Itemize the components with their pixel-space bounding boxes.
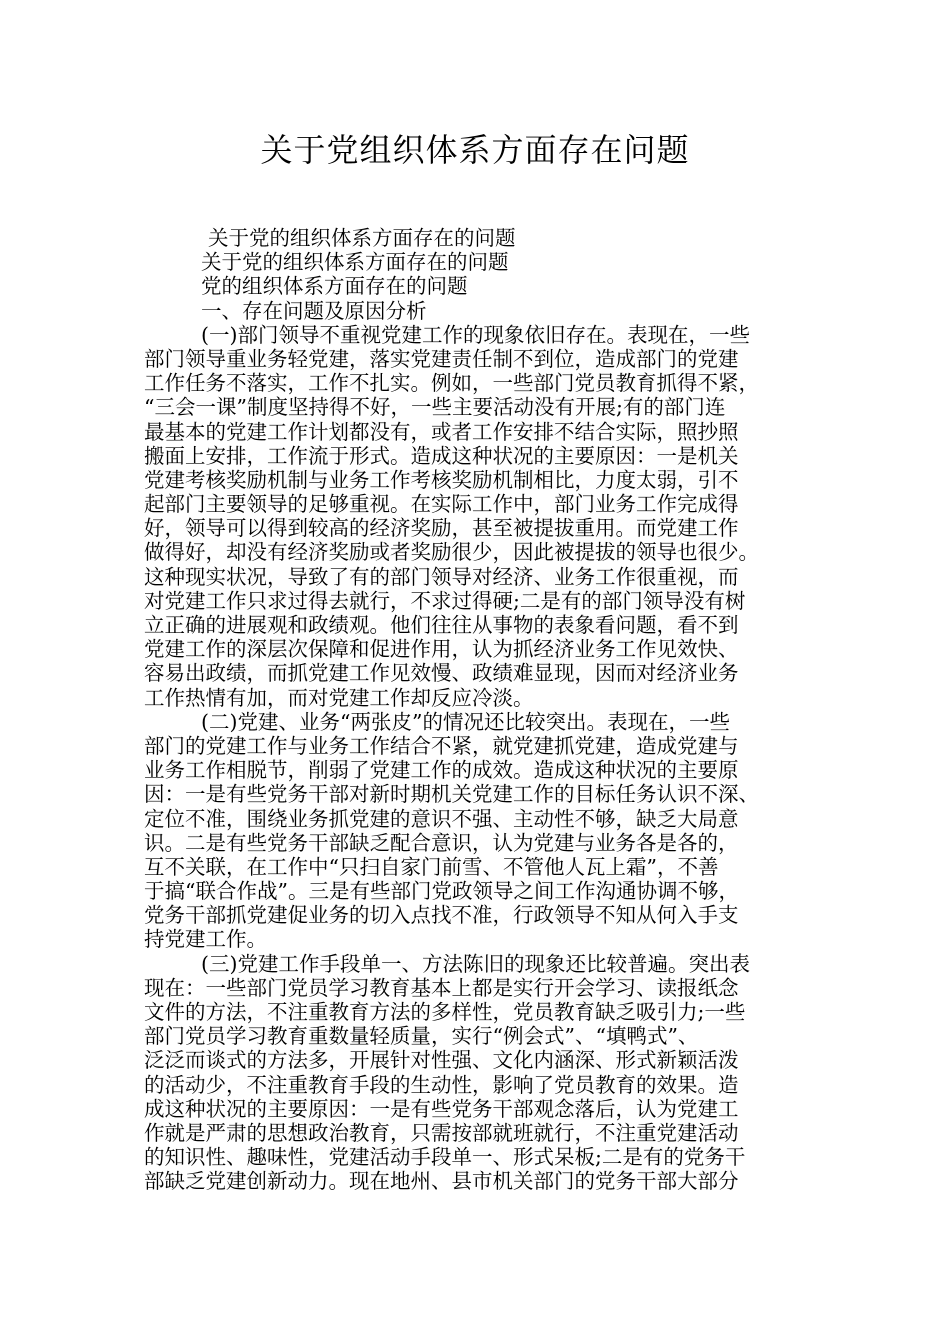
text-line: 泛泛而谈式的方法多，开展针对性强、文化内涵深、形式新颖活泼 xyxy=(144,1048,739,1073)
text-line: 党的组织体系方面存在的问题 xyxy=(201,274,468,299)
document-body xyxy=(144,226,814,1194)
text-line: 最基本的党建工作计划都没有，或者工作安排不结合实际，照抄照 xyxy=(144,419,739,444)
text-line: 工作任务不落实，工作不扎实。例如，一些部门党员教育抓得不紧， xyxy=(144,371,759,396)
text-line: 现在：一些部门党员学习教育基本上都是实行开会学习、读报纸念 xyxy=(144,975,739,1000)
text-line: 一、存在问题及原因分析 xyxy=(201,298,427,323)
text-line: 因：一是有些党务干部对新时期机关党建工作的目标任务认识不深、 xyxy=(144,782,759,807)
text-line: 党务干部抓党建促业务的切入点找不准，行政领导不知从何入手支 xyxy=(144,903,739,928)
text-line: 定位不准，围绕业务抓党建的意识不强、主动性不够，缺乏大局意 xyxy=(144,806,739,831)
text-line: 的知识性、趣味性，党建活动手段单一、形式呆板;二是有的党务干 xyxy=(144,1145,746,1170)
text-line: 容易出政绩，而抓党建工作见效慢、政绩难显现，因而对经济业务 xyxy=(144,661,739,686)
text-line: 持党建工作。 xyxy=(144,927,267,952)
text-line: 互不关联，在工作中“只扫自家门前雪、不管他人瓦上霜”，不善 xyxy=(144,854,719,879)
text-line: 部门的党建工作与业务工作结合不紧，就党建抓党建，造成党建与 xyxy=(144,733,739,758)
text-line: 关于党的组织体系方面存在的问题 xyxy=(208,226,516,250)
text-line: (三)党建工作手段单一、方法陈旧的现象还比较普遍。突出表 xyxy=(201,951,750,976)
text-line: 于搞“联合作战”。三是有些部门党政领导之间工作沟通协调不够， xyxy=(144,879,739,904)
text-line: (二)党建、业务“两张皮”的情况还比较突出。表现在，一些 xyxy=(201,709,730,734)
text-line: (一)部门领导不重视党建工作的现象依旧存在。表现在，一些 xyxy=(201,322,750,347)
text-line: 工作热情有加，而对党建工作却反应冷淡。 xyxy=(144,685,534,710)
text-line: 立正确的进展观和政绩观。他们往往从事物的表象看问题，看不到 xyxy=(144,613,739,637)
text-line: 做得好，却没有经济奖励或者奖励很少，因此被提拔的领导也很少。 xyxy=(144,540,759,565)
page-title: 关于党组织体系方面存在问题 xyxy=(260,131,690,169)
text-line: 党建工作的深层次保障和促进作用，认为抓经济业务工作见效快、 xyxy=(144,637,739,662)
text-line: 部缺乏党建创新动力。现在地州、县市机关部门的党务干部大部分 xyxy=(144,1169,739,1194)
text-line: 这种现实状况，导致了有的部门领导对经济、业务工作很重视，而 xyxy=(144,564,739,589)
text-line: 的活动少，不注重教育手段的生动性，影响了党员教育的效果。造 xyxy=(144,1072,739,1097)
text-line: 成这种状况的主要原因：一是有些党务干部观念落后，认为党建工 xyxy=(144,1096,739,1121)
text-line: 党建考核奖励机制与业务工作考核奖励机制相比，力度太弱，引不 xyxy=(144,467,739,492)
text-line: 搬面上安排，工作流于形式。造成这种状况的主要原因：一是机关 xyxy=(144,443,739,468)
text-line: 作就是严肃的思想政治教育，只需按部就班就行，不注重党建活动 xyxy=(144,1120,739,1145)
text-line: 对党建工作只求过得去就行，不求过得硬;二是有的部门领导没有树 xyxy=(144,588,746,613)
text-line: 好，领导可以得到较高的经济奖励，甚至被提拔重用。而党建工作 xyxy=(144,516,739,541)
text-line: 起部门主要领导的足够重视。在实际工作中，部门业务工作完成得 xyxy=(144,492,739,517)
text-line: 识。二是有些党务干部缺乏配合意识，认为党建与业务各是各的， xyxy=(144,830,739,855)
text-line: 关于党的组织体系方面存在的问题 xyxy=(201,250,509,275)
text-line: “三会一课”制度坚持得不好，一些主要活动没有开展;有的部门连 xyxy=(144,395,726,420)
text-line: 文件的方法，不注重教育方法的多样性，党员教育缺乏吸引力;一些 xyxy=(144,1000,746,1024)
text-line: 部门领导重业务轻党建，落实党建责任制不到位，造成部门的党建 xyxy=(144,346,739,371)
text-line: 部门党员学习教育重数量轻质量，实行“例会式”、“填鸭式”、 xyxy=(144,1024,699,1049)
text-line: 业务工作相脱节，削弱了党建工作的成效。造成这种状况的主要原 xyxy=(144,758,739,783)
